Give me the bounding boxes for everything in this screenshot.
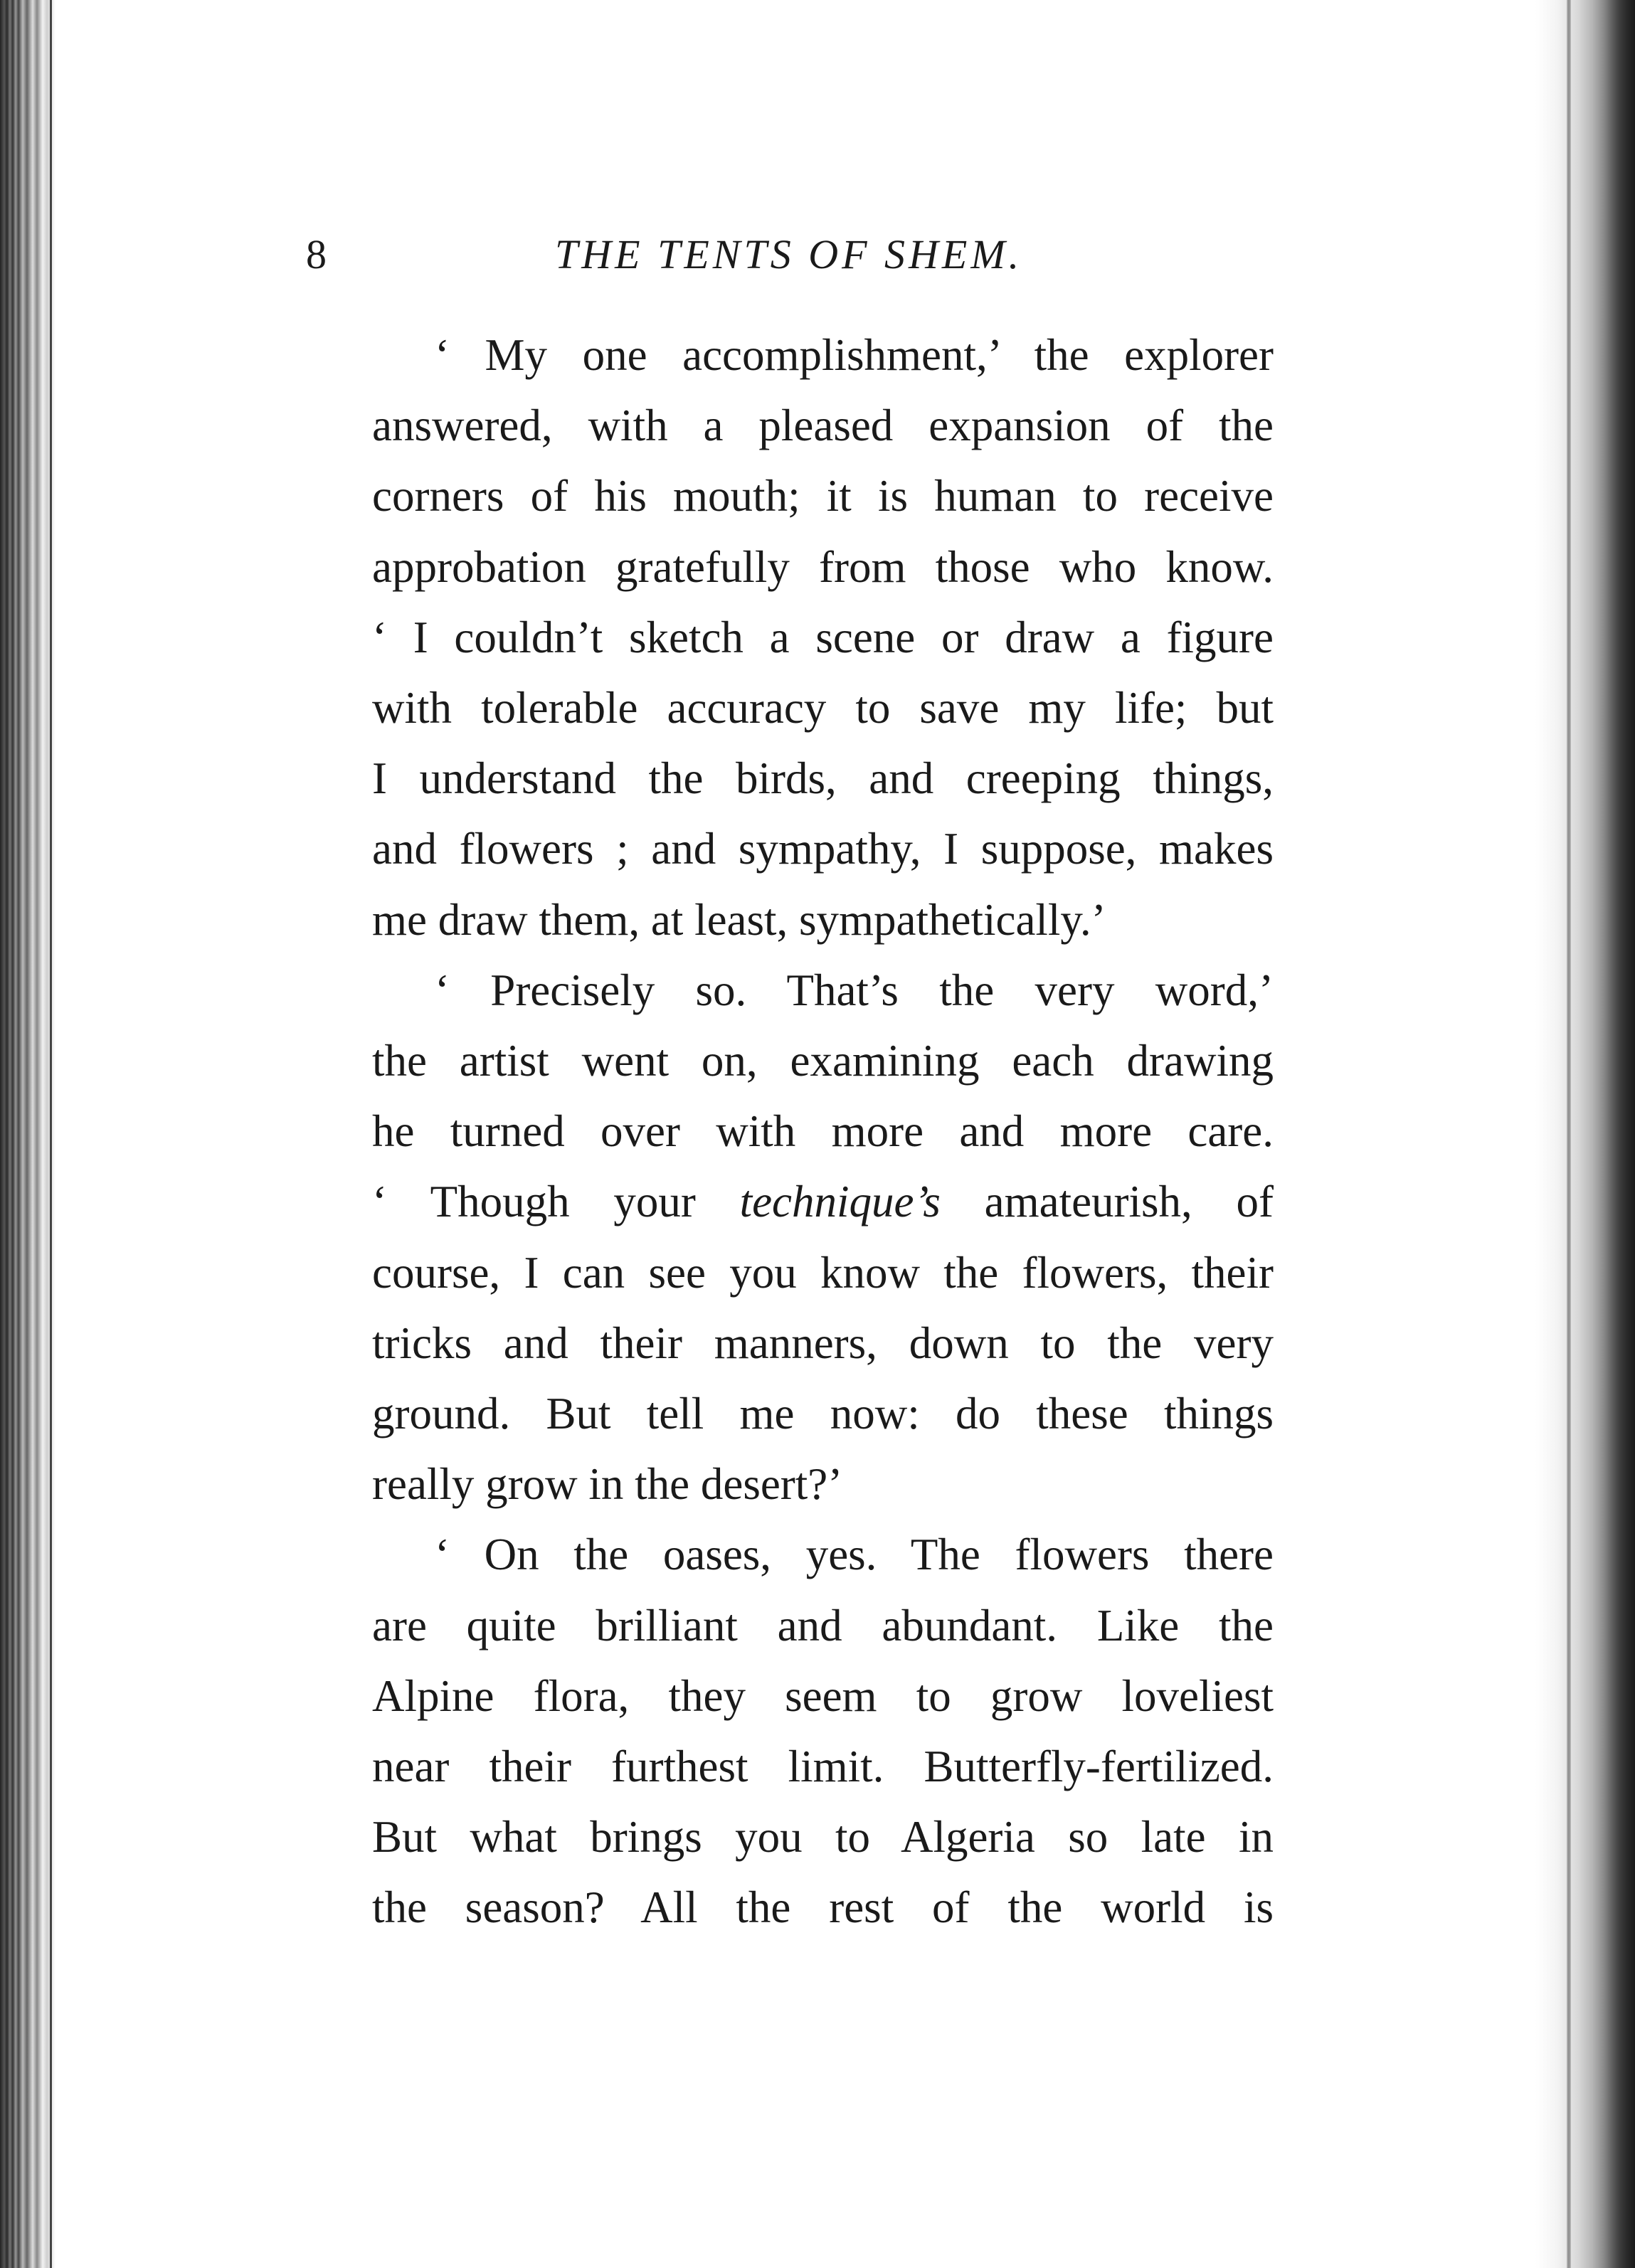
text-line: course, I can see you know the flowers, their	[372, 1247, 1274, 1298]
text-line: I understand the birds, and creeping things,	[372, 753, 1274, 804]
text-line: with tolerable accuracy to save my life; but	[372, 683, 1274, 733]
text-line: tricks and their manners, down to the very	[372, 1318, 1274, 1368]
page-edge-line	[1567, 0, 1571, 2268]
text-line: ground. But tell me now: do these things	[372, 1389, 1274, 1439]
italic-word: technique’s	[739, 1177, 941, 1227]
text-line: Alpine flora, they seem to grow loveliest	[372, 1670, 1274, 1721]
text-line: ‘ I couldn’t sketch a scene or draw a figure	[372, 612, 1274, 662]
text-line: the season? All the rest of the world is	[372, 1882, 1274, 1933]
text-line: really grow in the desert?’	[372, 1459, 843, 1510]
page-header	[306, 226, 1274, 283]
running-head: THE TENTS OF SHEM.	[555, 231, 1023, 277]
body-text	[309, 320, 1274, 1944]
text-fragment: amateurish, of	[984, 1177, 1274, 1227]
text-line: ‘ On the oases, yes. The flowers there	[435, 1530, 1274, 1580]
page-right-edge	[1535, 0, 1635, 2268]
book-spine-edge	[0, 0, 55, 2268]
page-number: 8	[306, 231, 329, 277]
paragraph-1	[309, 320, 1274, 955]
text-line: are quite brilliant and abundant. Like the	[372, 1600, 1274, 1650]
text-line: near their furthest limit. Butterfly-fertilized.	[372, 1742, 1274, 1792]
text-line: answered, with a pleased expansion of the	[372, 401, 1274, 451]
paragraph-2	[309, 955, 1274, 1520]
text-line: But what brings you to Algeria so late in	[372, 1812, 1274, 1862]
text-line: he turned over with more and more care.	[372, 1106, 1274, 1157]
binding-line	[50, 0, 52, 2268]
paragraph-3	[309, 1520, 1274, 1943]
text-line: ‘ Precisely so. That’s the very word,’	[435, 965, 1274, 1015]
text-fragment: ‘ Though your	[372, 1177, 696, 1227]
text-line: the artist went on, examining each drawing	[372, 1036, 1274, 1086]
text-line-with-italic	[309, 1167, 1274, 1237]
text-line: corners of his mouth; it is human to receive	[372, 471, 1274, 521]
text-line: me draw them, at least, sympathetically.’	[372, 894, 1106, 945]
text-line: approbation gratefully from those who know.	[372, 541, 1274, 592]
text-line: ‘ My one accomplishment,’ the explorer	[435, 330, 1274, 380]
text-line: and flowers ; and sympathy, I suppose, makes	[372, 824, 1274, 874]
